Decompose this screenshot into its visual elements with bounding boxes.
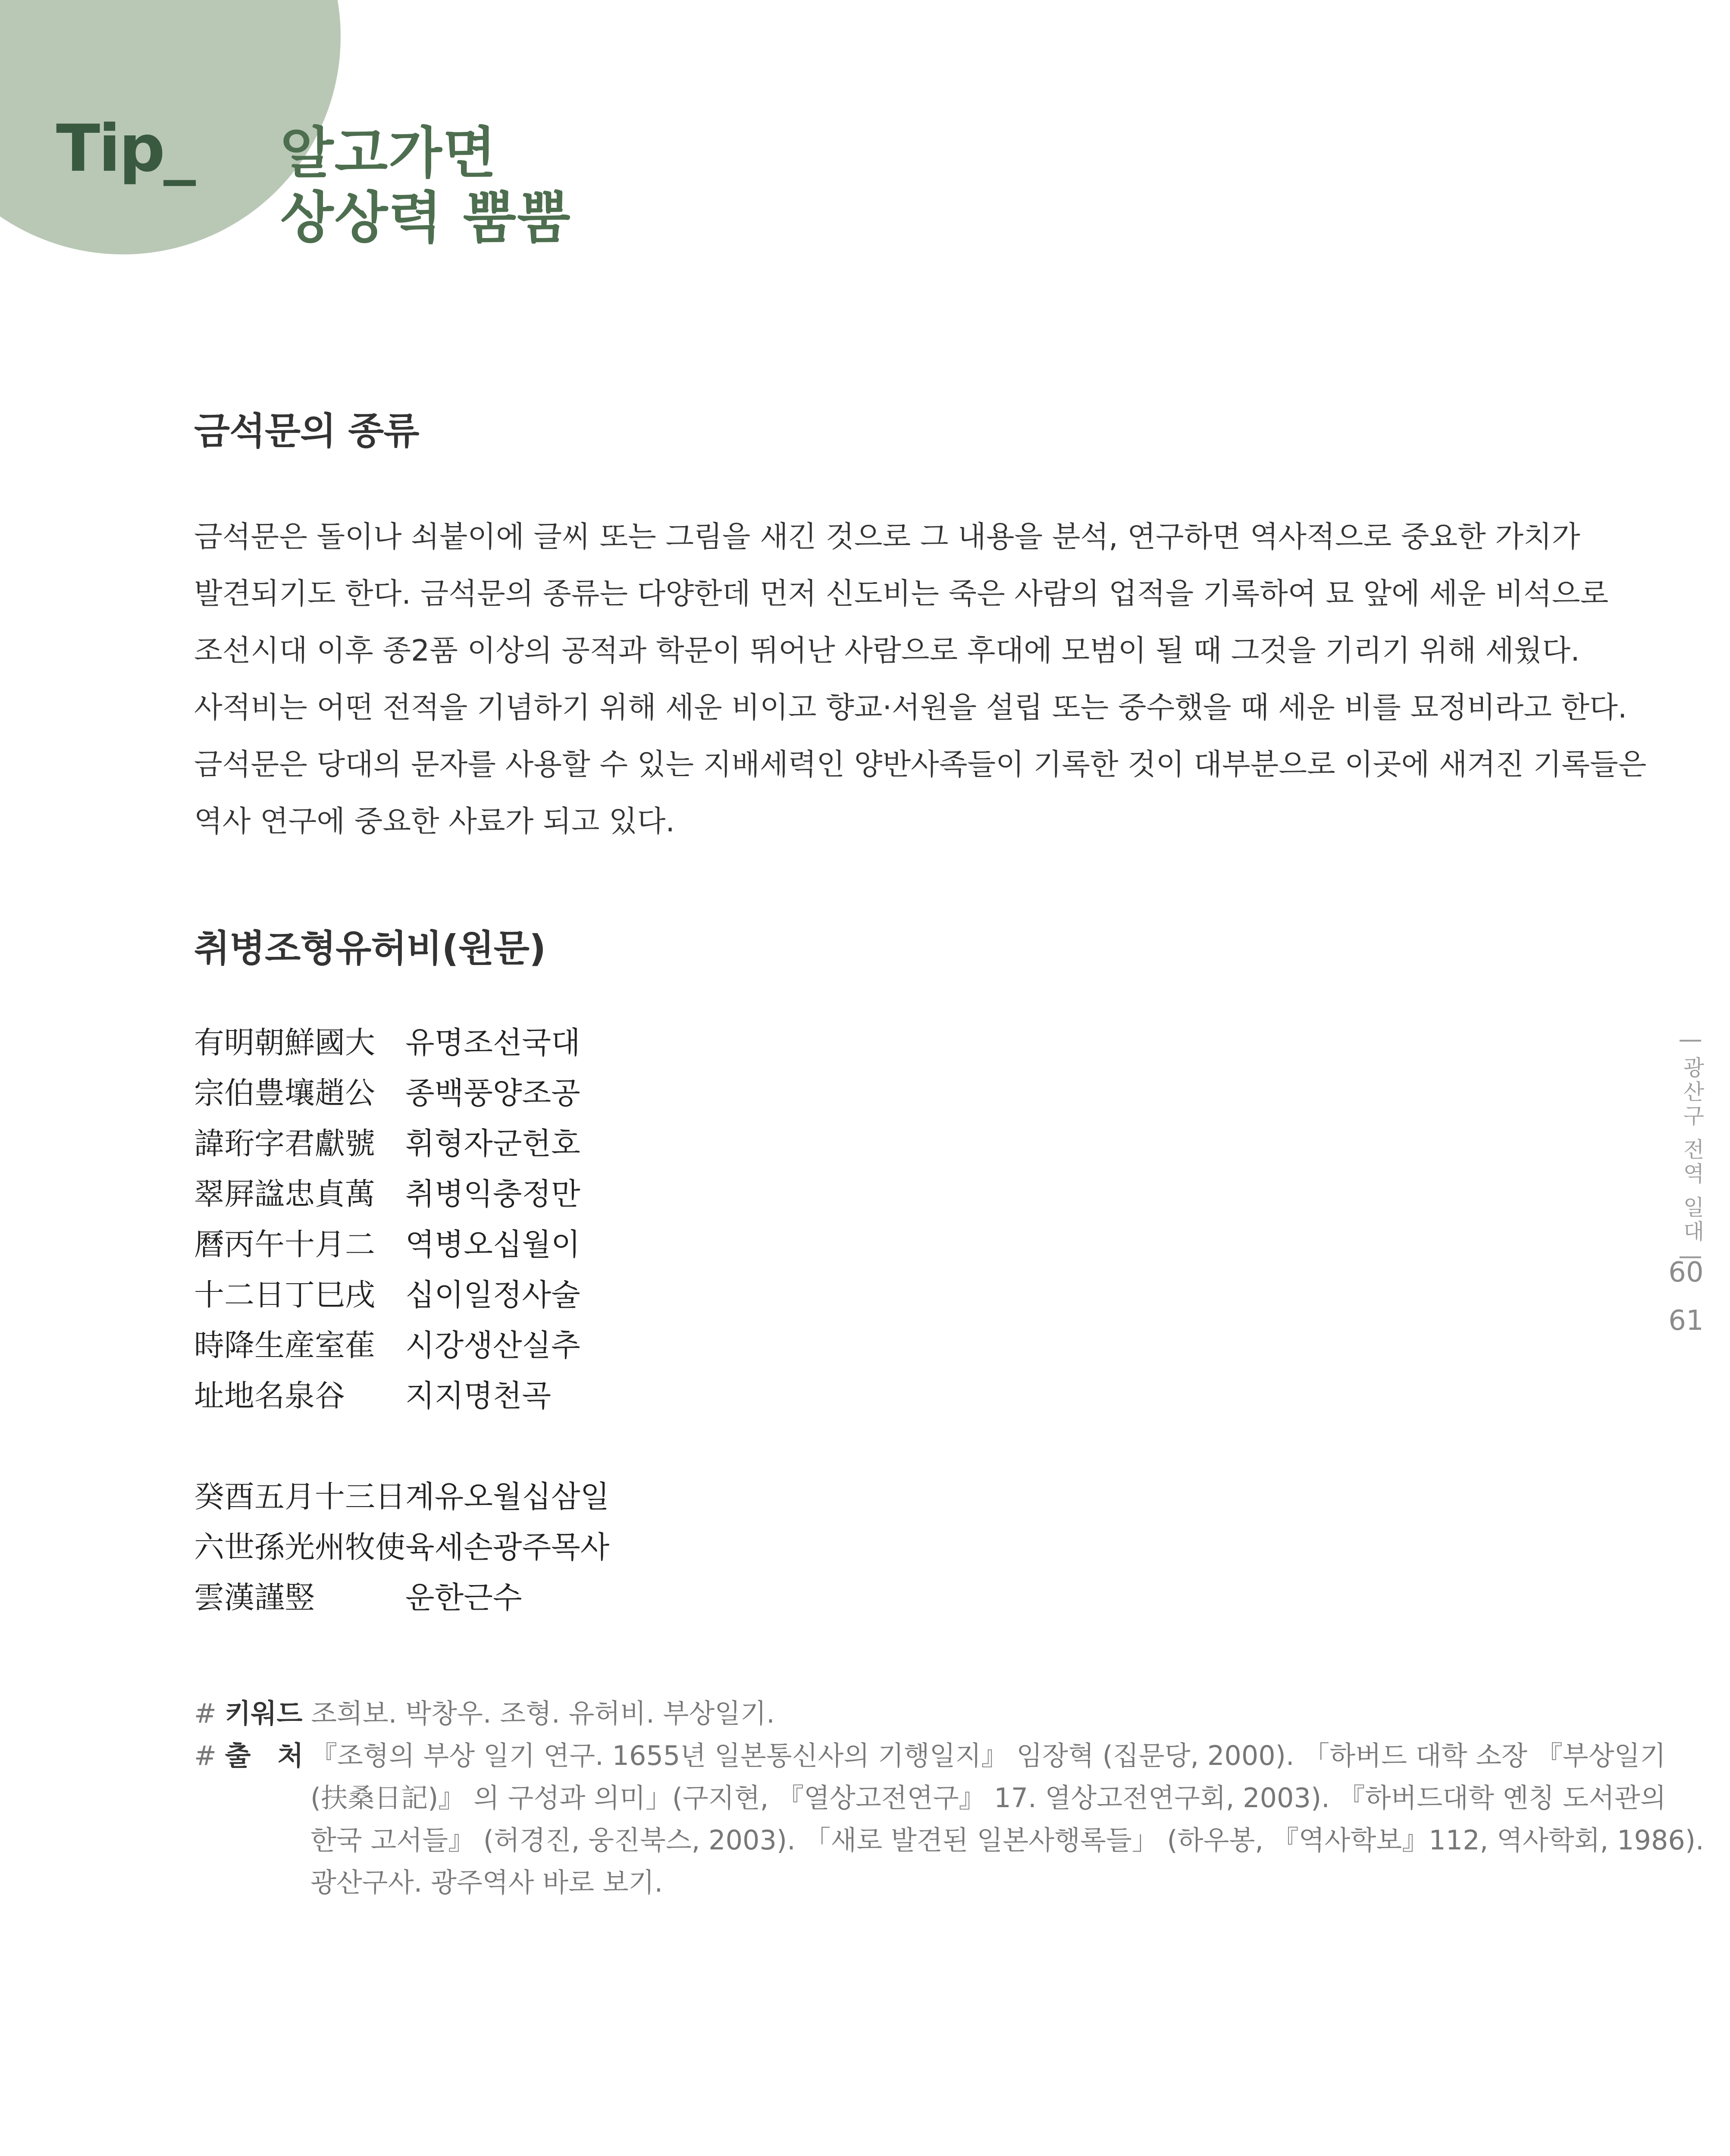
source-line: 광산구사. 광주역사 바로 보기. — [310, 1867, 663, 1898]
inscription-hangul: 휘형자군헌호 — [405, 1126, 580, 1161]
paragraph-line: 금석문은 당대의 문자를 사용할 수 있는 지배세력인 양반사족들이 기록한 것이 대부분으로 이곳에 새겨진 기록들은 — [194, 748, 1647, 782]
inscription-hangul: 지지명천곡 — [405, 1378, 552, 1413]
source-prefix-group — [194, 1735, 310, 1904]
source-note — [194, 1735, 1704, 1904]
inscription-hanja: 曆丙午十月二 — [194, 1227, 375, 1262]
inscription-row — [194, 1472, 609, 1522]
inscription-hanja: 翠屛諡忠貞萬 — [194, 1176, 375, 1212]
paragraph-line: 조선시대 이후 종2품 이상의 공적과 학문이 뛰어난 사람으로 후대에 모범이 될 때 그것을 기리기 위해 세웠다. — [194, 634, 1580, 668]
source-line: 한국 고서들』 (허경진, 웅진북스, 2003). 「새로 발견된 일본사행록들」 (하우봉, 『역사학보』112, 역사학회, 1986). — [310, 1824, 1704, 1856]
paragraph-line: 금석문은 돌이나 쇠붙이에 글씨 또는 그림을 새긴 것으로 그 내용을 분석, 연구하면 역사적으로 중요한 가치가 — [194, 520, 1580, 554]
source-label: 출 처 — [225, 1740, 304, 1771]
inscription-row — [194, 1169, 609, 1219]
inscription-row — [194, 1320, 609, 1371]
page-numbers — [1658, 1248, 1714, 1345]
inscription-hanja: 址地名泉谷 — [194, 1378, 345, 1413]
page-number-right: 61 — [1668, 1305, 1704, 1337]
inscription-hanja: 癸酉五月十三日 — [194, 1479, 405, 1514]
inscription-hangul: 십이일정사술 — [405, 1277, 580, 1313]
page-title-line-1: 알고가면 — [280, 121, 497, 185]
inscription-row — [194, 1219, 609, 1270]
inscription-hanja: 雲漢謹竪 — [194, 1580, 315, 1615]
inscription-hangul: 종백풍양조공 — [405, 1075, 580, 1111]
inscription-spacer — [194, 1421, 609, 1472]
inscription-hanja: 宗伯豊壤趙公 — [194, 1075, 375, 1111]
tip-label: Tip_ — [56, 111, 194, 186]
inscription-hanja: 六世孫光州牧使 — [194, 1529, 405, 1565]
inscription-hangul: 취병익충정만 — [405, 1176, 580, 1212]
inscription-table — [194, 1018, 609, 1623]
section-heading-inscription: 취병조형유허비(원문) — [194, 927, 546, 970]
page-title — [280, 121, 571, 250]
inscription-hanja: 十二日丁巳戌 — [194, 1277, 375, 1313]
section-heading-types: 금석문의 종류 — [194, 410, 419, 453]
inscription-hangul: 시강생산실추 — [405, 1328, 580, 1363]
inscription-row — [194, 1371, 609, 1421]
types-paragraph — [194, 509, 1647, 850]
inscription-row — [194, 1018, 609, 1068]
paragraph-line: 사적비는 어떤 전적을 기념하기 위해 세운 비이고 향교·서원을 설립 또는 중수했을 때 세운 비를 묘정비라고 한다. — [194, 691, 1627, 725]
inscription-row — [194, 1068, 609, 1119]
source-line: (扶桑日記)』 의 구성과 의미」(구지현, 『열상고전연구』 17. 열상고전연구회, 2003). 『하버드대학 옌칭 도서관의 — [310, 1782, 1666, 1814]
inscription-hangul: 운한근수 — [405, 1580, 522, 1615]
inscription-hangul: 계유오월십삼일 — [405, 1479, 610, 1514]
keyword-prefix: # — [194, 1698, 225, 1729]
inscription-row — [194, 1573, 609, 1623]
inscription-hangul: 역병오십월이 — [405, 1227, 580, 1262]
keyword-text: 조희보. 박창우. 조형. 유허비. 부상일기. — [302, 1698, 775, 1729]
inscription-hangul: 육세손광주목사 — [405, 1529, 610, 1565]
inscription-row — [194, 1270, 609, 1320]
paragraph-line: 역사 연구에 중요한 사료가 되고 있다. — [194, 805, 675, 839]
inscription-hanja: 諱珩字君獻號 — [194, 1126, 375, 1161]
inscription-row — [194, 1522, 609, 1573]
page-number-left: 60 — [1668, 1257, 1704, 1288]
source-prefix: # — [194, 1740, 225, 1771]
keyword-label: 키워드 — [225, 1698, 303, 1729]
keyword-note — [194, 1692, 1574, 1735]
inscription-hanja: 有明朝鮮國大 — [194, 1025, 375, 1060]
paragraph-line: 발견되기도 한다. 금석문의 종류는 다양한데 먼저 신도비는 죽은 사람의 업적을 기록하여 묘 앞에 세운 비석으로 — [194, 577, 1609, 611]
inscription-row — [194, 1119, 609, 1169]
source-lines — [310, 1735, 1704, 1904]
page-title-line-2: 상상력 뿜뿜 — [280, 185, 571, 250]
running-title: | 광산구 전역 일대 | — [1680, 1037, 1705, 1264]
source-line: 『조형의 부상 일기 연구. 1655년 일본통신사의 기행일지』 임장혁 (집문당, 2000). 「하버드 대학 소장 『부상일기 — [310, 1740, 1666, 1771]
inscription-hangul: 유명조선국대 — [405, 1025, 580, 1060]
inscription-hanja: 時降生産室萑 — [194, 1328, 375, 1363]
notes-block — [194, 1692, 1704, 1904]
